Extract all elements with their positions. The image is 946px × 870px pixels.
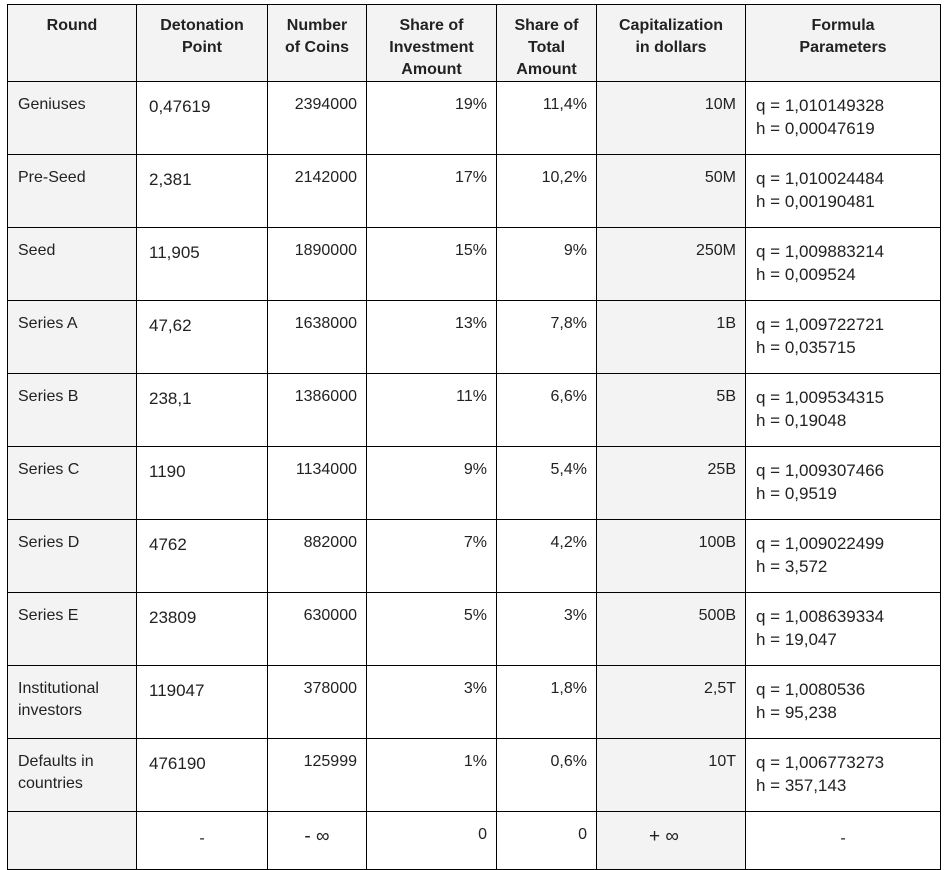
- cell-share-total: 10,2%: [497, 155, 597, 228]
- header-line: Capitalization: [618, 17, 723, 34]
- summary-row: [8, 812, 941, 870]
- round-label: Pre-Seed: [18, 169, 86, 186]
- cell-detonation: 119047: [137, 666, 268, 739]
- round-label: Series C: [18, 461, 80, 478]
- cell-formula: [746, 447, 941, 520]
- cell-round: [8, 82, 137, 155]
- cell-coins: 2394000: [268, 82, 367, 155]
- formula-h: h = 0,9519: [756, 484, 837, 503]
- cell-round: [8, 447, 137, 520]
- header-round-line: Round: [46, 17, 98, 34]
- cell-detonation: 4762: [137, 520, 268, 593]
- cell-share-investment: 11%: [367, 374, 497, 447]
- cell-round: [8, 739, 137, 812]
- cell-share-total: 3%: [497, 593, 597, 666]
- cell-formula: [746, 82, 941, 155]
- cell-capitalization: 250M: [597, 228, 746, 301]
- cell-coins: 125999: [268, 739, 367, 812]
- header-line: Amount: [516, 61, 577, 78]
- round-label: Defaults in: [18, 753, 94, 770]
- cell-capitalization: 50M: [597, 155, 746, 228]
- cell-detonation: 11,905: [137, 228, 268, 301]
- cell-formula: [746, 739, 941, 812]
- formula-q: q = 1,0080536: [756, 680, 866, 699]
- cell-share-total: 9%: [497, 228, 597, 301]
- cell-share-investment: 5%: [367, 593, 497, 666]
- cell-formula: [746, 593, 941, 666]
- cell-capitalization: 1B: [597, 301, 746, 374]
- cell-capitalization: 2,5T: [597, 666, 746, 739]
- round-label: Institutional: [18, 680, 99, 697]
- header-line: Total: [527, 39, 566, 56]
- cell-detonation: 23809: [137, 593, 268, 666]
- cell-share-total: 7,8%: [497, 301, 597, 374]
- cell-formula: [746, 666, 941, 739]
- cell-share-total: 4,2%: [497, 520, 597, 593]
- round-label: Series E: [18, 607, 79, 624]
- table-row: [8, 155, 941, 228]
- cell-share-total: 6,6%: [497, 374, 597, 447]
- header-line: Point: [182, 39, 222, 56]
- header-line: Share of: [514, 17, 579, 34]
- table-row: [8, 374, 941, 447]
- cell-detonation: 47,62: [137, 301, 268, 374]
- header-line: Amount: [401, 61, 462, 78]
- formula-h: h = 0,009524: [756, 265, 856, 284]
- cell-formula: -: [746, 812, 941, 870]
- cell-detonation: 2,381: [137, 155, 268, 228]
- header-share-investment: [367, 5, 497, 82]
- cell-capitalization: 500B: [597, 593, 746, 666]
- formula-h: h = 95,238: [756, 703, 837, 722]
- round-label: Geniuses: [18, 96, 86, 113]
- cell-share-total: 1,8%: [497, 666, 597, 739]
- header-line: Number: [286, 17, 348, 34]
- cell-round: [8, 520, 137, 593]
- table-row: [8, 82, 941, 155]
- cell-share-investment: 15%: [367, 228, 497, 301]
- cell-round: [8, 228, 137, 301]
- cell-capitalization: 10M: [597, 82, 746, 155]
- cell-formula: [746, 301, 941, 374]
- cell-round: [8, 155, 137, 228]
- round-label: Series D: [18, 534, 80, 551]
- table-row: [8, 301, 941, 374]
- table-row: [8, 593, 941, 666]
- formula-q: q = 1,010024484: [756, 169, 885, 188]
- formula-h: h = 0,035715: [756, 338, 856, 357]
- cell-formula: [746, 520, 941, 593]
- formula-q: q = 1,009534315: [756, 388, 885, 407]
- table-row: [8, 447, 941, 520]
- cell-share-investment: 19%: [367, 82, 497, 155]
- formula-q: q = 1,010149328: [756, 96, 885, 115]
- round-label: countries: [18, 775, 83, 792]
- cell-share-investment: 17%: [367, 155, 497, 228]
- cell-round: [8, 666, 137, 739]
- cell-share-investment: 13%: [367, 301, 497, 374]
- cell-detonation: 0,47619: [137, 82, 268, 155]
- header-number-of-coins: [268, 5, 367, 82]
- formula-q: q = 1,008639334: [756, 607, 885, 626]
- cell-share-total: 5,4%: [497, 447, 597, 520]
- cell-coins: 1134000: [268, 447, 367, 520]
- cell-capitalization: 25B: [597, 447, 746, 520]
- cell-coins: 1386000: [268, 374, 367, 447]
- cell-coins: - ∞: [268, 812, 367, 870]
- table-row: [8, 739, 941, 812]
- cell-capitalization: 10T: [597, 739, 746, 812]
- investment-rounds-table: [7, 4, 941, 870]
- header-row: [8, 5, 941, 82]
- header-round: [8, 5, 137, 82]
- formula-q: q = 1,009022499: [756, 534, 885, 553]
- cell-formula: [746, 374, 941, 447]
- table-row: [8, 228, 941, 301]
- cell-formula: [746, 228, 941, 301]
- cell-detonation: 238,1: [137, 374, 268, 447]
- formula-h: h = 19,047: [756, 630, 837, 649]
- formula-h: h = 357,143: [756, 776, 847, 795]
- cell-coins: 1890000: [268, 228, 367, 301]
- cell-coins: 2142000: [268, 155, 367, 228]
- round-label: Series B: [18, 388, 79, 405]
- cell-share-investment: 7%: [367, 520, 497, 593]
- cell-capitalization: + ∞: [597, 812, 746, 870]
- cell-share-total: 11,4%: [497, 82, 597, 155]
- header-capitalization: [597, 5, 746, 82]
- cell-round: [8, 812, 137, 870]
- round-label: Seed: [18, 242, 56, 259]
- cell-coins: 378000: [268, 666, 367, 739]
- round-label: investors: [18, 702, 83, 719]
- cell-coins: 630000: [268, 593, 367, 666]
- header-line: Formula: [811, 17, 875, 34]
- table-row: [8, 666, 941, 739]
- cell-detonation: 1190: [137, 447, 268, 520]
- cell-coins: 882000: [268, 520, 367, 593]
- header-formula-parameters: [746, 5, 941, 82]
- table-row: [8, 520, 941, 593]
- formula-h: h = 0,00190481: [756, 192, 875, 211]
- formula-h: h = 0,19048: [756, 411, 847, 430]
- header-line: Detonation: [160, 17, 244, 34]
- header-detonation-point: [137, 5, 268, 82]
- cell-coins: 1638000: [268, 301, 367, 374]
- cell-round: [8, 374, 137, 447]
- cell-share-investment: 9%: [367, 447, 497, 520]
- formula-q: q = 1,009883214: [756, 242, 885, 261]
- formula-q: q = 1,009307466: [756, 461, 885, 480]
- formula-h: h = 0,00047619: [756, 119, 875, 138]
- cell-share-investment: 0: [367, 812, 497, 870]
- header-line: Share of: [399, 17, 464, 34]
- cell-share-total: 0: [497, 812, 597, 870]
- cell-capitalization: 100B: [597, 520, 746, 593]
- header-line: of Coins: [285, 39, 349, 56]
- header-line: in dollars: [635, 39, 707, 56]
- cell-detonation: -: [137, 812, 268, 870]
- formula-h: h = 3,572: [756, 557, 828, 576]
- round-label: Series A: [18, 315, 78, 332]
- cell-round: [8, 593, 137, 666]
- formula-q: q = 1,006773273: [756, 753, 885, 772]
- cell-capitalization: 5B: [597, 374, 746, 447]
- cell-formula: [746, 155, 941, 228]
- header-line: Investment: [389, 39, 474, 56]
- formula-q: q = 1,009722721: [756, 315, 885, 334]
- cell-share-total: 0,6%: [497, 739, 597, 812]
- header-line: Parameters: [799, 39, 887, 56]
- cell-share-investment: 1%: [367, 739, 497, 812]
- cell-detonation: 476190: [137, 739, 268, 812]
- cell-round: [8, 301, 137, 374]
- header-share-total: [497, 5, 597, 82]
- cell-share-investment: 3%: [367, 666, 497, 739]
